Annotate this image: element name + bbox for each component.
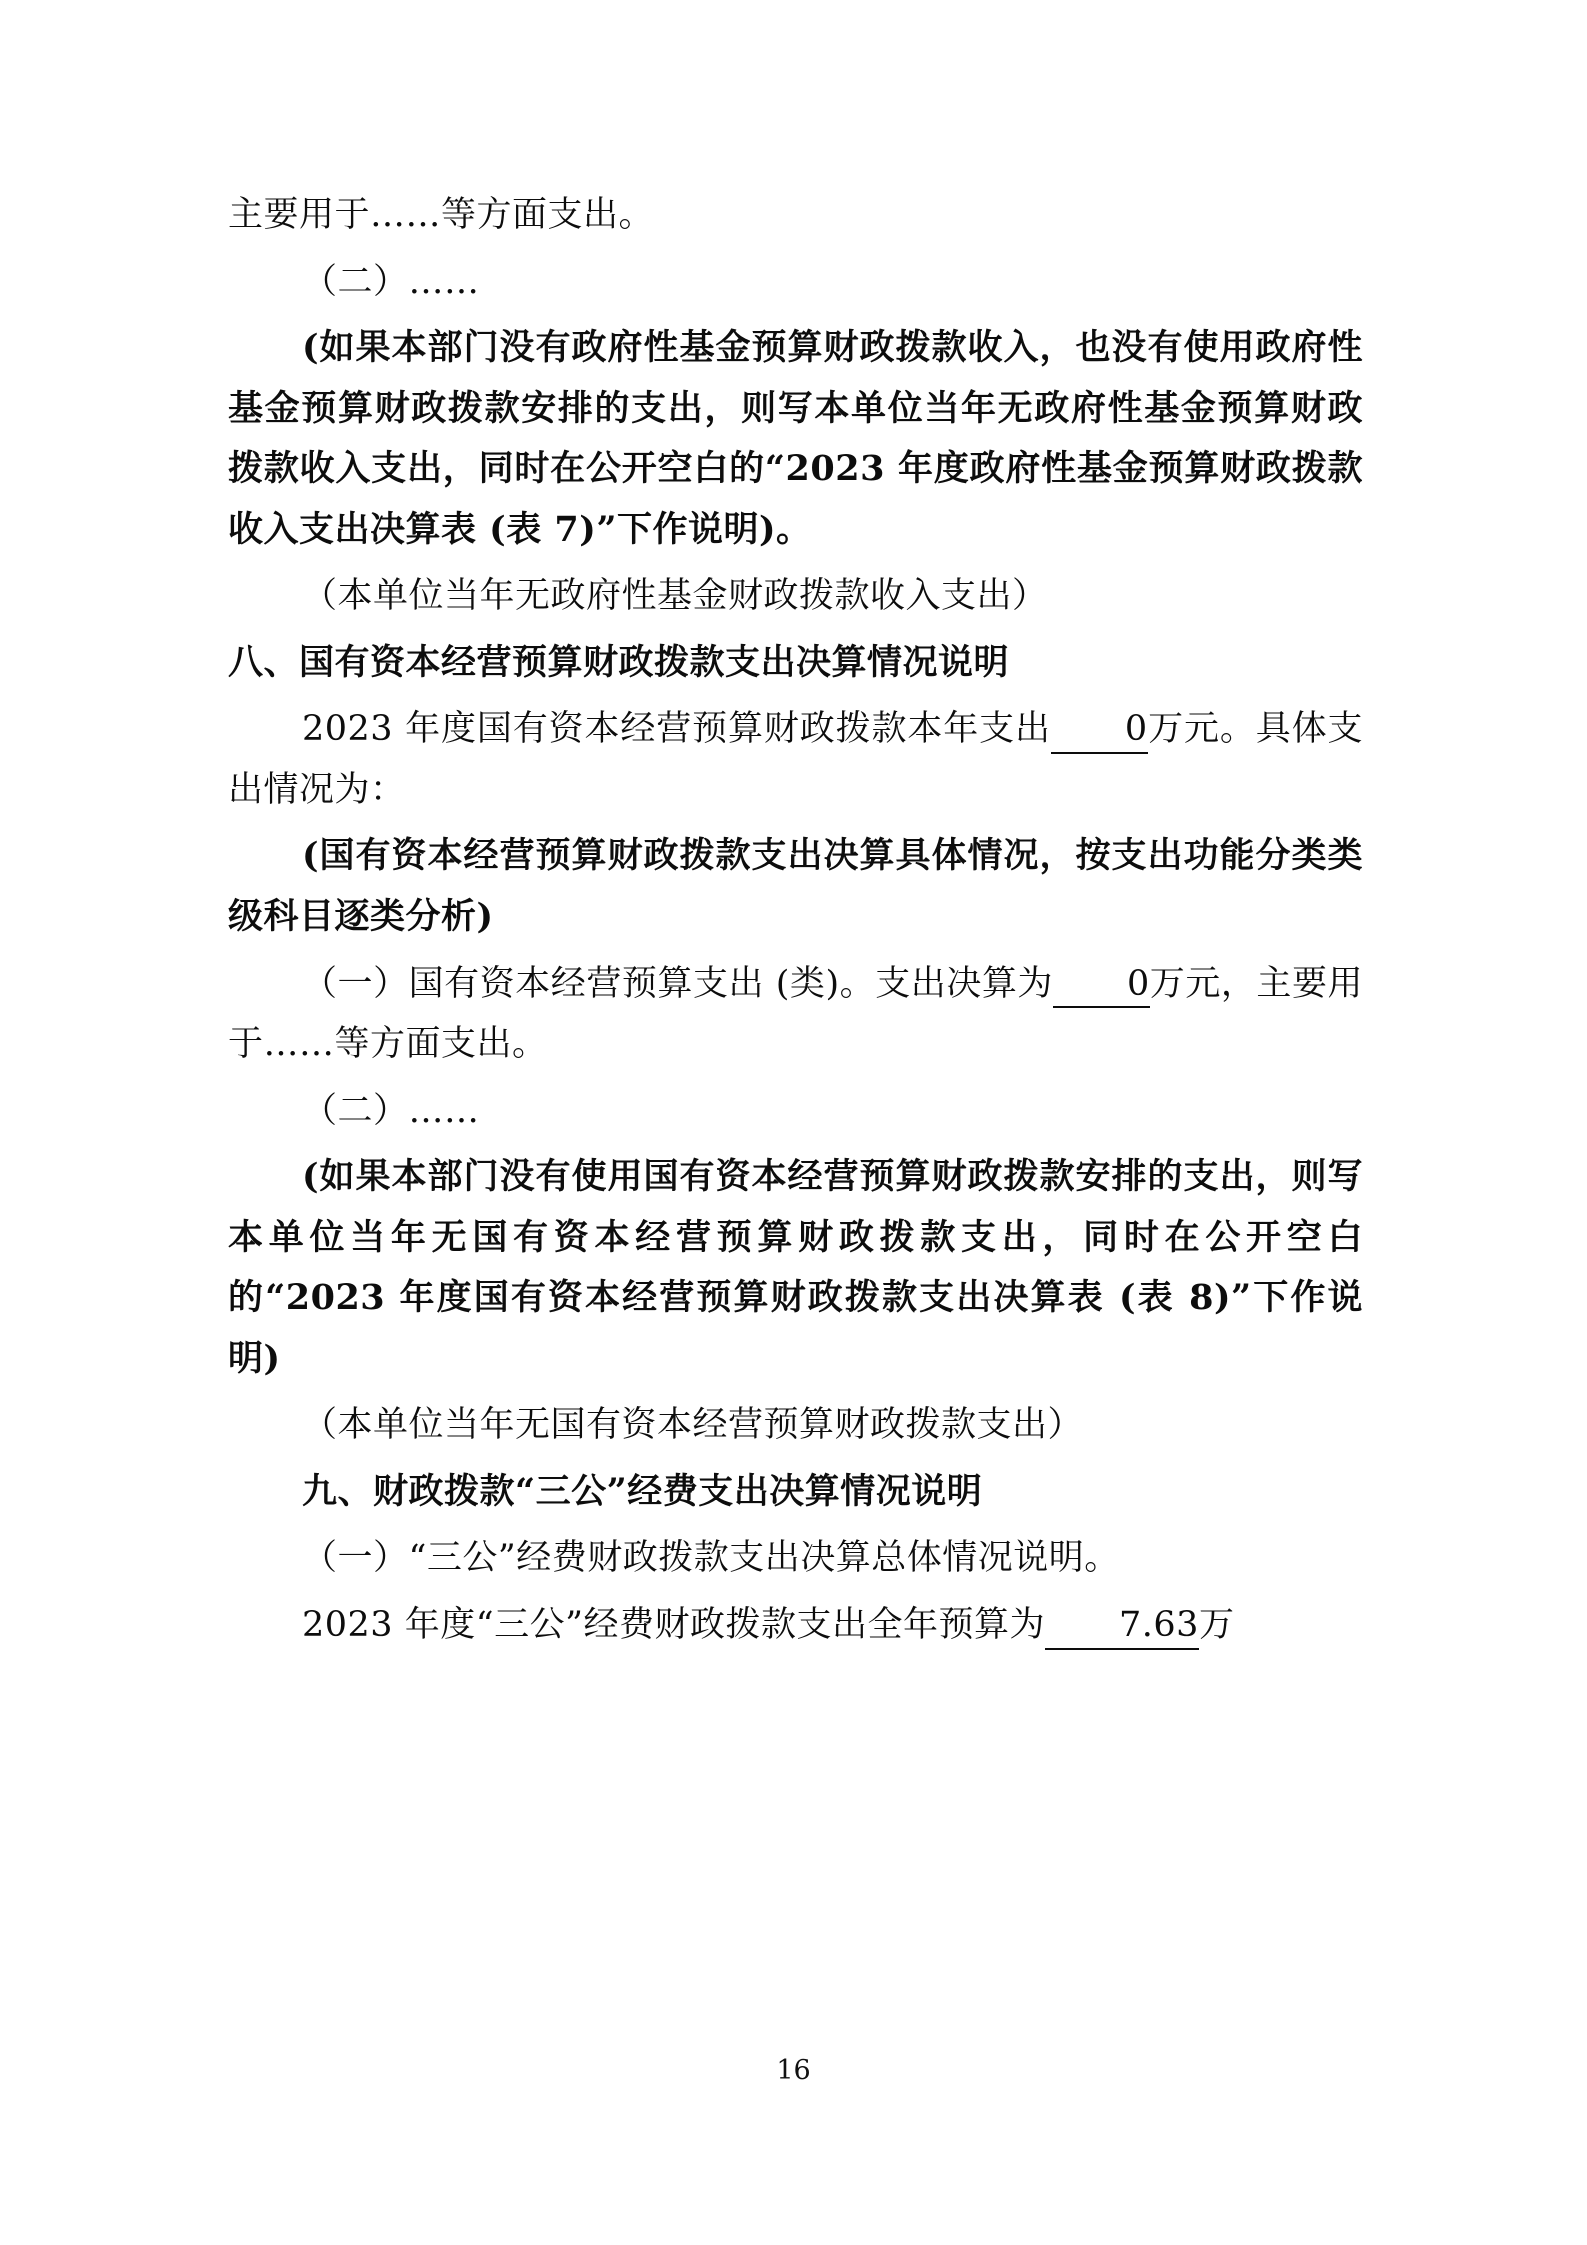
paragraph-three-public-overview: （一）“三公”经费财政拨款支出决算总体情况说明。 xyxy=(302,1538,1120,1579)
blank-state-capital-amount: 0 xyxy=(1051,708,1148,754)
paragraph-no-state-capital: （本单位当年无国有资本经营预算财政拨款支出） xyxy=(302,1405,1084,1446)
text-three-public-prefix: 2023 年度“三公”经费财政拨款支出全年预算为 xyxy=(302,1605,1045,1646)
paragraph-main-usage: 主要用于……等方面支出。 xyxy=(228,195,655,235)
heading-section-nine: 九、财政拨款“三公”经费支出决算情况说明 xyxy=(302,1470,983,1512)
paragraph-govt-fund-note: (如果本部门没有政府性基金预算财政拨款收入，也没有使用政府性基金预算财政拨款安排的支出，则写本单位当年无政府性基金预算财政拨款收入支出，同时在公开空白的“2023 年度政府性基金预算财政拨款收入支出决算表 (表 7)”下作说明)。 xyxy=(228,327,1363,550)
text-item-one-prefix: （一）国有资本经营预算支出 (类)。支出决算为 xyxy=(302,963,1053,1004)
blank-item-one-amount: 0 xyxy=(1053,963,1150,1009)
page-content xyxy=(228,185,1363,1662)
text-state-capital-suffix: 万元。具体支出情况为： xyxy=(228,709,1363,810)
paragraph-state-capital-expenditure xyxy=(228,699,1363,820)
text-item-one-suffix: 万元，主要用于……等方面支出。 xyxy=(228,963,1363,1065)
paragraph-state-capital-blank-note: (如果本部门没有使用国有资本经营预算财政拨款安排的支出，则写本单位当年无国有资本经营预算财政拨款支出，同时在公开空白的“2023 年度国有资本经营预算财政拨款支出决算表 (表 8)”下作说明) xyxy=(228,1156,1363,1379)
paragraph-item-two-first: （二）…… xyxy=(302,261,480,302)
paragraph-no-govt-fund: （本单位当年无政府性基金财政拨款收入支出） xyxy=(302,576,1048,617)
paragraph-state-capital-note: (国有资本经营预算财政拨款支出决算具体情况，按支出功能分类类级科目逐类分析) xyxy=(228,835,1363,938)
paragraph-item-two-second: （二）…… xyxy=(302,1090,480,1131)
text-state-capital-prefix: 2023 年度国有资本经营预算财政拨款本年支出 xyxy=(302,709,1051,750)
paragraph-three-public-budget xyxy=(228,1595,1363,1656)
heading-section-eight: 八、国有资本经营预算财政拨款支出决算情况说明 xyxy=(228,641,1010,683)
page-number: 16 xyxy=(776,2055,811,2086)
text-three-public-suffix: 万 xyxy=(1198,1605,1235,1646)
paragraph-item-one-state-capital xyxy=(228,954,1363,1075)
blank-three-public-amount: 7.63 xyxy=(1045,1604,1199,1650)
